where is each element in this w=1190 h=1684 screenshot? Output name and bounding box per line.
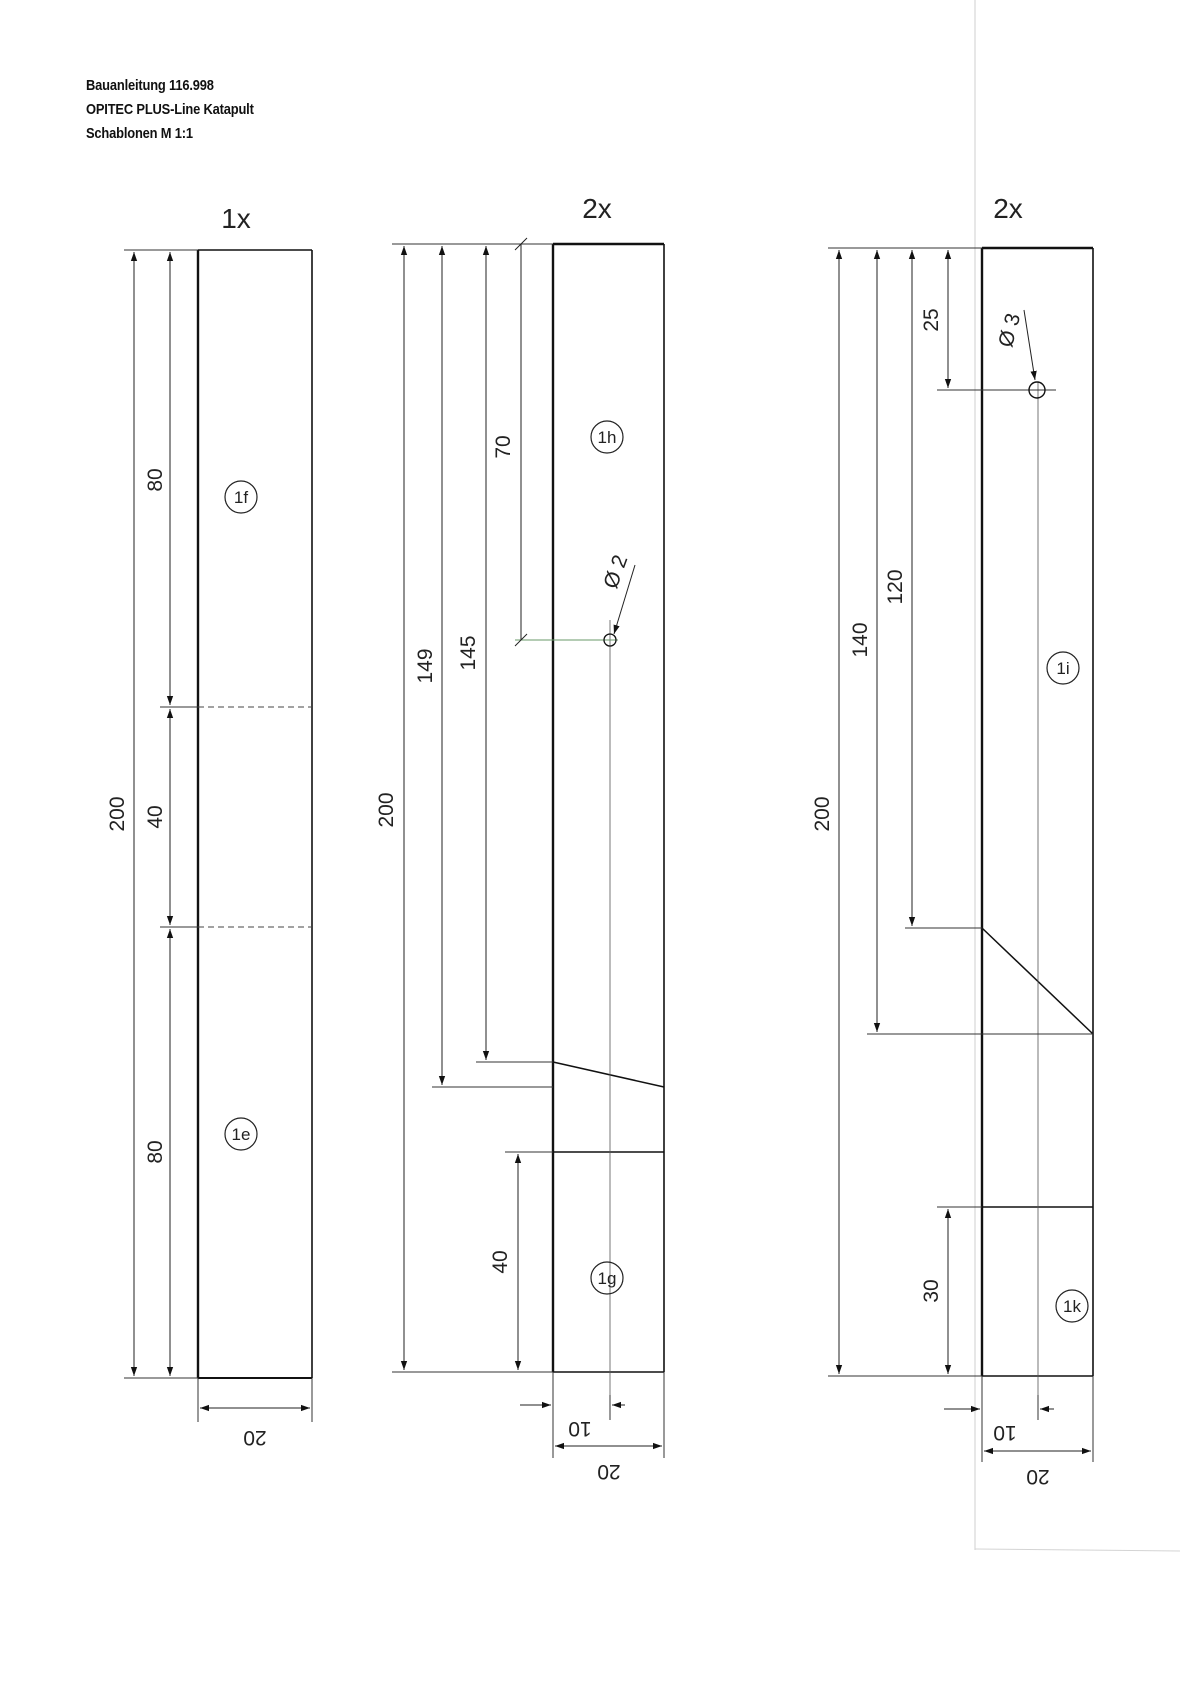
dim-70: 70: [492, 435, 515, 459]
dim-width: 20: [597, 1460, 621, 1483]
dim-width: 20: [243, 1426, 267, 1449]
dim-total: 200: [375, 792, 398, 828]
dim-10: 10: [568, 1417, 592, 1440]
slanted-cut-line: [553, 1062, 664, 1087]
dim-120: 120: [884, 569, 907, 605]
template-3: [811, 193, 1093, 1488]
dim-top: 80: [144, 468, 167, 492]
dim-40: 40: [489, 1250, 512, 1274]
svg-text:1i: 1i: [1056, 659, 1070, 678]
dim-10: 10: [993, 1421, 1017, 1444]
dim-hole: Ø 3: [994, 310, 1026, 350]
dim-149: 149: [414, 648, 437, 684]
dim-middle: 40: [144, 805, 167, 829]
svg-text:1e: 1e: [231, 1125, 251, 1144]
dim-width: 20: [1026, 1465, 1050, 1488]
template-1-quantity: 1x: [221, 203, 251, 234]
svg-text:1h: 1h: [597, 428, 617, 447]
dim-total: 200: [811, 796, 834, 832]
dim-140: 140: [849, 622, 872, 658]
header-scale: Schablonen M 1:1: [86, 125, 193, 142]
header-title: Bauanleitung 116.998: [86, 77, 214, 94]
svg-text:1g: 1g: [597, 1269, 617, 1288]
template-2: [375, 193, 664, 1483]
dim-145: 145: [457, 635, 480, 671]
svg-text:1f: 1f: [233, 488, 249, 507]
template-2-quantity: 2x: [582, 193, 612, 224]
scan-fold-line: [975, 1549, 1180, 1551]
dim-30: 30: [920, 1279, 943, 1303]
template-1: [106, 203, 312, 1449]
slanted-cut-line: [982, 928, 1093, 1034]
template-3-quantity: 2x: [993, 193, 1023, 224]
header-product: OPITEC PLUS-Line Katapult: [86, 101, 254, 118]
dim-25: 25: [920, 308, 943, 332]
dim-hole: Ø 2: [599, 551, 633, 592]
dim-bottom: 80: [144, 1140, 167, 1164]
dim-total: 200: [106, 796, 129, 832]
svg-text:1k: 1k: [1063, 1297, 1081, 1316]
